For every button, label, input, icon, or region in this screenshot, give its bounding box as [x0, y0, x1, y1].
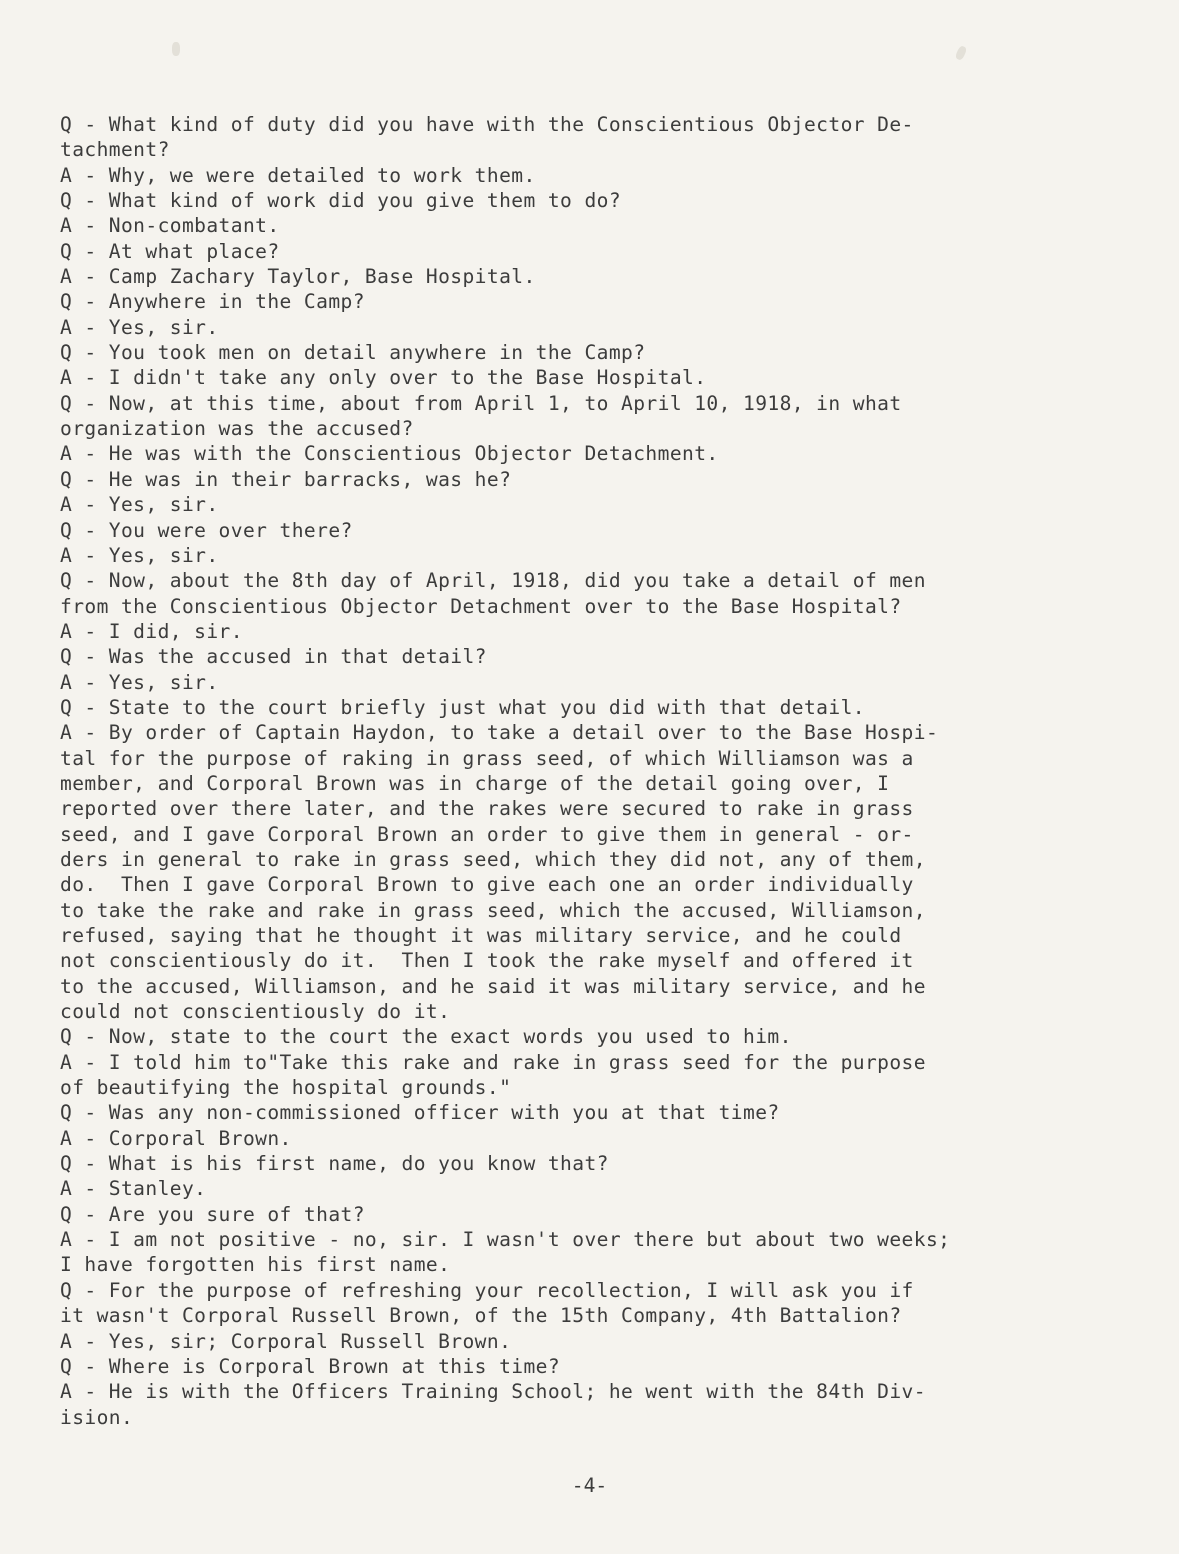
- transcript-line: A - I did, sir.: [60, 619, 243, 643]
- transcript-line: ders in general to rake in grass seed, which they did not, any of them,: [60, 847, 926, 871]
- transcript-line: Q - At what place?: [60, 239, 280, 263]
- transcript-line: tachment?: [60, 138, 170, 162]
- transcript-line: A - Yes, sir.: [60, 493, 219, 517]
- transcript-line: do. Then I gave Corporal Brown to give each one an order individually: [60, 873, 914, 897]
- transcript-line: Q - You took men on detail anywhere in the Camp?: [60, 341, 646, 365]
- page-number: -4-: [571, 1474, 608, 1497]
- transcript-line: Q - Now, about the 8th day of April, 1918, did you take a detail of men: [60, 569, 926, 593]
- transcript-line: A - Yes, sir.: [60, 670, 219, 694]
- transcript-line: Q - Now, state to the court the exact words you used to him.: [60, 1025, 792, 1049]
- punch-hole-mark: [954, 45, 967, 61]
- transcript-line: A - Camp Zachary Taylor, Base Hospital.: [60, 265, 536, 289]
- transcript-line: A - Yes, sir.: [60, 543, 219, 567]
- transcript-line: to take the rake and rake in grass seed, which the accused, Williamson,: [60, 898, 926, 922]
- transcript-line: A - Non-combatant.: [60, 214, 280, 238]
- transcript-line: I have forgotten his first name.: [60, 1253, 451, 1277]
- transcript-line: tal for the purpose of raking in grass seed, of which Williamson was a: [60, 746, 914, 770]
- transcript-line: to the accused, Williamson, and he said it was military service, and he: [60, 974, 926, 998]
- transcript-line: seed, and I gave Corporal Brown an order to give them in general - or-: [60, 822, 914, 846]
- punch-hole-mark: [172, 42, 180, 56]
- transcript-line: A - Yes, sir; Corporal Russell Brown.: [60, 1329, 512, 1353]
- transcript-line: from the Conscientious Objector Detachment over to the Base Hospital?: [60, 594, 902, 618]
- transcript-line: Q - For the purpose of refreshing your recollection, I will ask you if: [60, 1278, 914, 1302]
- transcript-line: ision.: [60, 1405, 134, 1429]
- transcript-line: Q - Where is Corporal Brown at this time?: [60, 1354, 561, 1378]
- testimony-transcript: [60, 112, 1170, 1430]
- transcript-line: Q - Are you sure of that?: [60, 1202, 365, 1226]
- transcript-line: organization was the accused?: [60, 417, 414, 441]
- transcript-line: A - I am not positive - no, sir. I wasn't over there but about two weeks;: [60, 1228, 951, 1252]
- transcript-line: A - He was with the Conscientious Objector Detachment.: [60, 442, 719, 466]
- transcript-line: A - Yes, sir.: [60, 315, 219, 339]
- transcript-line: member, and Corporal Brown was in charge of the detail going over, I: [60, 771, 890, 795]
- transcript-line: Q - Was any non-commissioned officer with you at that time?: [60, 1101, 780, 1125]
- transcript-line: Q - Was the accused in that detail?: [60, 645, 487, 669]
- transcript-line: A - Why, we were detailed to work them.: [60, 163, 536, 187]
- transcript-line: A - Stanley.: [60, 1177, 207, 1201]
- transcript-line: A - By order of Captain Haydon, to take a detail over to the Base Hospi-: [60, 721, 939, 745]
- transcript-line: A - He is with the Officers Training School; he went with the 84th Div-: [60, 1380, 926, 1404]
- transcript-line: A - I didn't take any only over to the Base Hospital.: [60, 366, 707, 390]
- transcript-line: Q - Anywhere in the Camp?: [60, 290, 365, 314]
- transcript-line: of beautifying the hospital grounds.": [60, 1076, 512, 1100]
- transcript-line: Q - What kind of duty did you have with the Conscientious Objector De-: [60, 113, 914, 136]
- transcript-line: not conscientiously do it. Then I took the rake myself and offered it: [60, 949, 914, 973]
- transcript-line: Q - What kind of work did you give them to do?: [60, 189, 622, 213]
- transcript-line: it wasn't Corporal Russell Brown, of the 15th Company, 4th Battalion?: [60, 1304, 902, 1328]
- transcript-line: reported over there later, and the rakes were secured to rake in grass: [60, 797, 914, 821]
- transcript-line: A - I told him to"Take this rake and rake in grass seed for the purpose: [60, 1050, 926, 1074]
- transcript-line: refused, saying that he thought it was military service, and he could: [60, 924, 902, 947]
- transcript-line: A - Corporal Brown.: [60, 1126, 292, 1150]
- transcript-line: could not conscientiously do it.: [60, 1000, 451, 1024]
- transcript-line: Q - What is his first name, do you know that?: [60, 1152, 609, 1176]
- transcript-line: Q - You were over there?: [60, 518, 353, 542]
- transcript-line: Q - Now, at this time, about from April 1, to April 10, 1918, in what: [60, 391, 902, 415]
- transcript-line: Q - He was in their barracks, was he?: [60, 467, 512, 491]
- transcript-line: Q - State to the court briefly just what you did with that detail.: [60, 695, 865, 719]
